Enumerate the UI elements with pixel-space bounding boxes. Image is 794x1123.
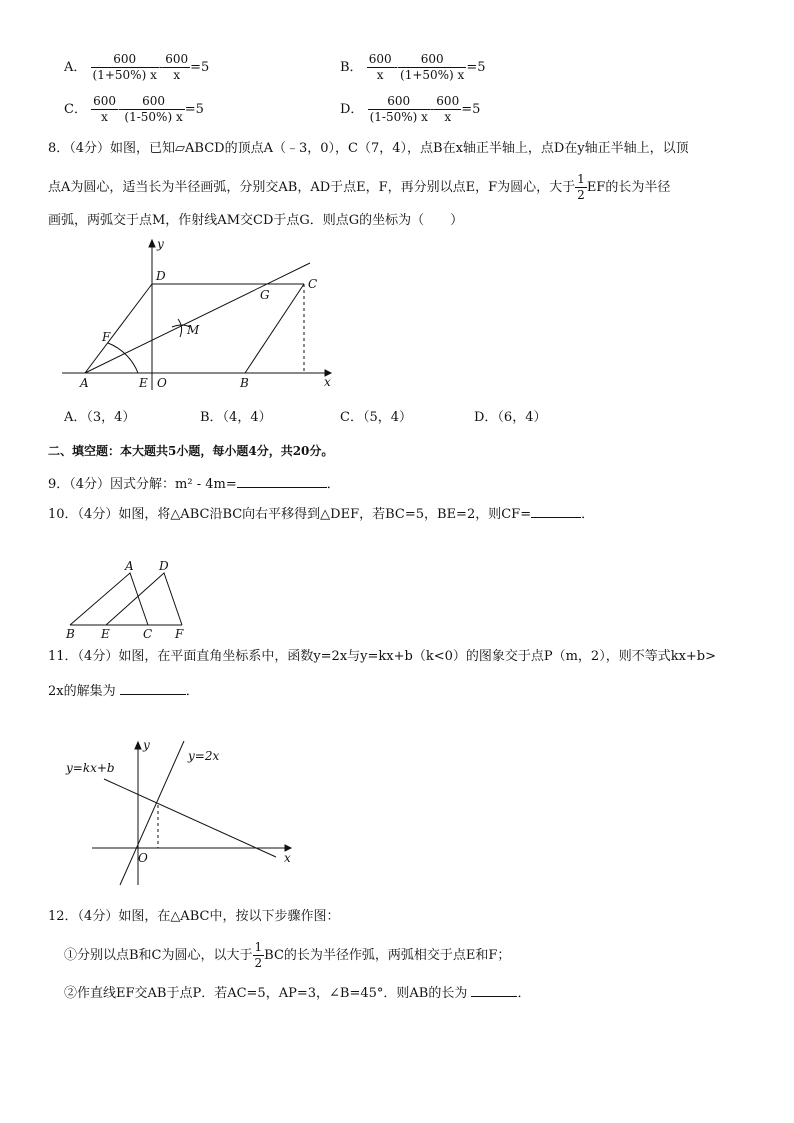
q9-line: 9．（4分）因式分解：m² - 4m= ． [48, 473, 340, 494]
y-arrow [149, 240, 155, 247]
arc-ef [108, 343, 138, 373]
label-m: M [187, 323, 200, 337]
label-x: x [284, 851, 291, 865]
q11-figure [60, 735, 300, 890]
segment-ad [85, 284, 152, 373]
label-c: C [143, 627, 153, 640]
triangle-abc [70, 573, 148, 625]
label-b: B [66, 627, 75, 640]
fraction: $\frac{600}{x}$ [165, 52, 189, 82]
option-label: B． [340, 60, 363, 75]
answer-blank[interactable] [120, 680, 186, 695]
option-label: D． [340, 102, 364, 117]
label-f: F [175, 627, 184, 640]
answer-blank[interactable] [471, 982, 517, 997]
fraction: $\frac{600}{x}$ [93, 94, 116, 124]
q8-option-d[interactable]: D．（6，4） [474, 410, 547, 425]
fraction-half: $\frac{1}{2}$ [577, 172, 585, 202]
label-g: G [260, 288, 270, 302]
q8-line-1: 8．（4分）如图，已知▱ABCD的顶点A（﹣3，0），C（7，4），点B在x轴正半轴上，点D在y轴正半轴上，以顶 [48, 141, 689, 156]
q8-option-a[interactable]: A．（3，4） [64, 410, 136, 425]
label-a: A [80, 376, 89, 390]
fraction: $\frac{600}{(1-50\%) x}$ [124, 94, 183, 124]
answer-blank[interactable] [531, 503, 581, 518]
label-d: D [156, 269, 166, 283]
q12-step-2: ②作直线EF交AB于点P．若AC=5，AP=3，∠B=45°．则AB的长为 ． [64, 982, 530, 1003]
q8-line-2: 点A为圆心，适当长为半径画弧，分别交AB，AD于点E，F，再分别以点E，F为圆心，大于 $\frac{1}{2}$ EF的长为半径 [48, 172, 671, 202]
fraction: $\frac{600}{(1+50\%) x}$ [92, 52, 157, 82]
q7-option-d[interactable]: D． $\frac{600}{(1-50\%) x}$ - $\frac{600}{x}$ =5 [340, 94, 481, 124]
label-a: A [125, 559, 134, 573]
q8-option-c[interactable]: C．（5，4） [340, 410, 412, 425]
label-line2: y=2x [188, 749, 220, 763]
label-b: B [240, 376, 249, 390]
q10-line: 10．（4分）如图，将△ABC沿BC向右平移得到△DEF，若BC=5，BE=2，则CF= ． [48, 503, 594, 524]
label-e: E [101, 627, 110, 640]
q11-line-1: 11．（4分）如图，在平面直角坐标系中，函数y=2x与y=kx+b（k<0）的图象交于点P（m，2），则不等式kx+b> [48, 649, 717, 664]
section-heading: 二、填空题：本大题共5小题，每小题4分，共20分。 [48, 444, 334, 458]
label-e: E [139, 376, 148, 390]
label-d: D [159, 559, 169, 573]
label-x: x [324, 375, 331, 389]
q11-line-2: 2x的解集为 ． [48, 680, 199, 701]
arc-mark-1 [178, 319, 182, 337]
y-arrow [135, 742, 141, 749]
fraction: $\frac{600}{(1-50\%) x}$ [369, 94, 428, 124]
line-y-2x [120, 741, 184, 885]
label-y: y [143, 738, 150, 752]
q8-line-3: 画弧，两弧交于点M，作射线AM交CD于点G．则点G的坐标为（ ） [48, 213, 464, 228]
option-label: C． [64, 102, 87, 117]
q8-option-b[interactable]: B．（4，4） [200, 410, 272, 425]
q7-option-a[interactable]: A． $\frac{600}{(1+50\%) x}$ - $\frac{600}{x}$ =5 [64, 52, 210, 82]
fraction-half: $\frac{1}{2}$ [254, 940, 263, 970]
fraction: $\frac{600}{x}$ [368, 52, 392, 82]
q12-line-1: 12．（4分）如图，在△ABC中，按以下步骤作图： [48, 909, 340, 924]
q10-figure [60, 555, 200, 640]
line-y-kx-b [104, 779, 276, 857]
answer-blank[interactable] [237, 473, 327, 488]
segment-cb [245, 284, 304, 373]
label-o: O [138, 851, 148, 865]
ray-am [85, 263, 310, 373]
q7-option-b[interactable]: B． $\frac{600}{x}$ - $\frac{600}{(1+50\%) x}$ =5 [340, 52, 486, 82]
fraction: $\frac{600}{(1+50\%) x}$ [400, 52, 465, 82]
label-c: C [308, 277, 318, 291]
fraction: $\frac{600}{x}$ [436, 94, 460, 124]
label-line1: y=kx+b [66, 761, 115, 775]
label-o: O [157, 376, 167, 390]
q7-option-c[interactable]: C． $\frac{600}{x}$ - $\frac{600}{(1-50\%) x}$ =5 [64, 94, 204, 124]
triangle-def [106, 573, 182, 625]
q12-step-1: ①分别以点B和C为圆心，以大于 $\frac{1}{2}$ BC的长为半径作弧，两弧相交于点E和F； [64, 940, 511, 970]
label-y: y [157, 237, 164, 251]
option-label: A． [64, 60, 87, 75]
label-f: F [102, 330, 111, 344]
q8-figure [60, 235, 350, 395]
